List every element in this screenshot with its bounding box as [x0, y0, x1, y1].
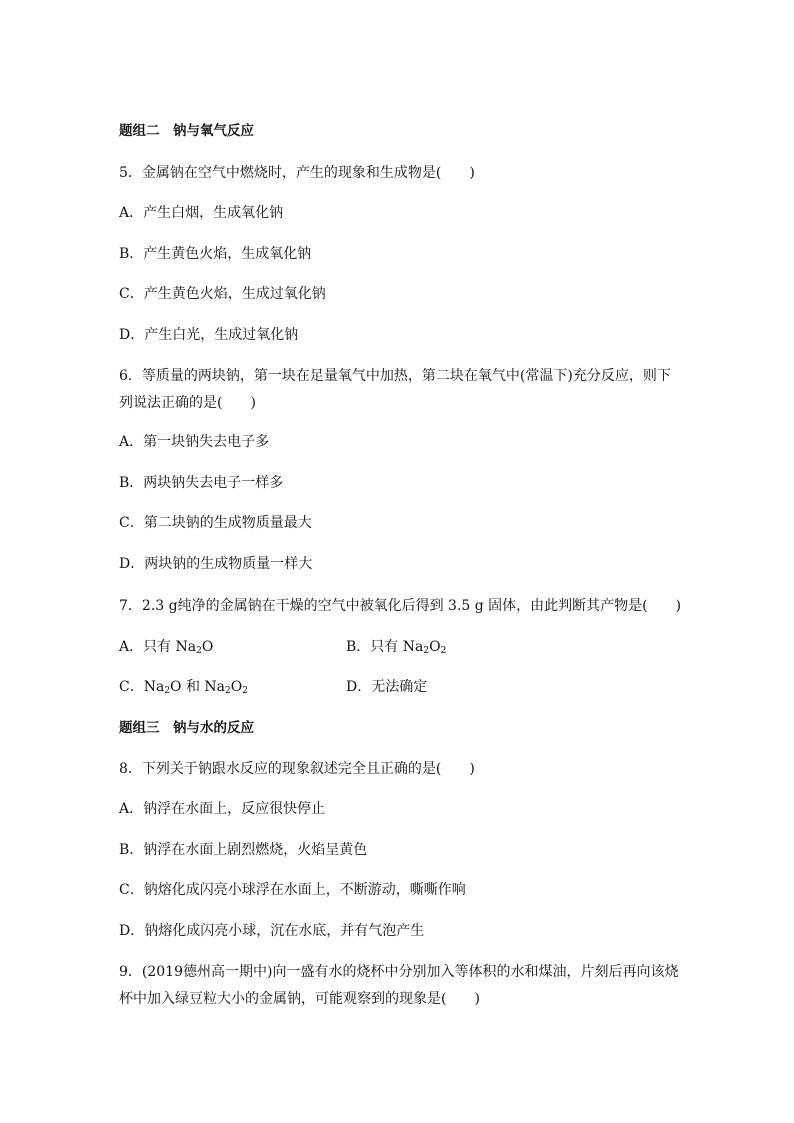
q9-stem-line2: 杯中加入绿豆粒大小的金属钠，可能观察到的现象是( )	[119, 991, 480, 1007]
q8-stem: 8．下列关于钠跟水反应的现象叙述完全且正确的是( )	[119, 761, 475, 777]
q7-option-d: D．无法确定	[346, 679, 428, 695]
q5-option-d: D．产生白光，生成过氧化钠	[119, 327, 299, 343]
q5-option-c: C．产生黄色火焰，生成过氧化钠	[119, 286, 326, 302]
q6-stem-line2: 列说法正确的是( )	[119, 395, 256, 411]
q6-stem-line1: 6．等质量的两块钠，第一块在足量氧气中加热，第二块在氧气中(常温下)充分反应，则下	[119, 368, 671, 384]
q7-option-c: C．$Na_2O$ 和 $Na_2O_2$	[119, 679, 248, 696]
q7-option-b: B．只有 $Na_2O_2$	[346, 639, 447, 656]
q8-option-a: A．钠浮在水面上，反应很快停止	[119, 801, 326, 817]
q7-option-a: A．只有 $Na_2O$	[119, 639, 214, 656]
q6-option-c: C．第二块钠的生成物质量最大	[119, 515, 312, 531]
q5-stem: 5．金属钠在空气中燃烧时，产生的现象和生成物是( )	[119, 165, 475, 181]
q6-option-d: D．两块钠的生成物质量一样大	[119, 556, 313, 572]
group2-heading: 题组二 钠与氧气反应	[119, 123, 254, 139]
q8-option-c: C．钠熔化成闪亮小球浮在水面上，不断游动，嘶嘶作响	[119, 882, 466, 898]
q7-stem: 7．2.3 g纯净的金属钠在干燥的空气中被氧化后得到 3.5 g 固体，由此判断其产物是( )	[119, 598, 682, 614]
q5-option-b: B．产生黄色火焰，生成氧化钠	[119, 246, 312, 262]
q8-option-b: B．钠浮在水面上剧烈燃烧，火焰呈黄色	[119, 842, 368, 858]
q8-option-d: D．钠熔化成闪亮小球，沉在水底，并有气泡产生	[119, 923, 425, 939]
q5-option-a: A．产生白烟，生成氧化钠	[119, 205, 284, 221]
q6-option-a: A．第一块钠失去电子多	[119, 434, 270, 450]
q9-stem-line1: 9．(2019德州高一期中)向一盛有水的烧杯中分别加入等体积的水和煤油，片刻后再向该烧	[119, 964, 679, 980]
q6-option-b: B．两块钠失去电子一样多	[119, 475, 284, 491]
group3-heading: 题组三 钠与水的反应	[119, 720, 254, 736]
